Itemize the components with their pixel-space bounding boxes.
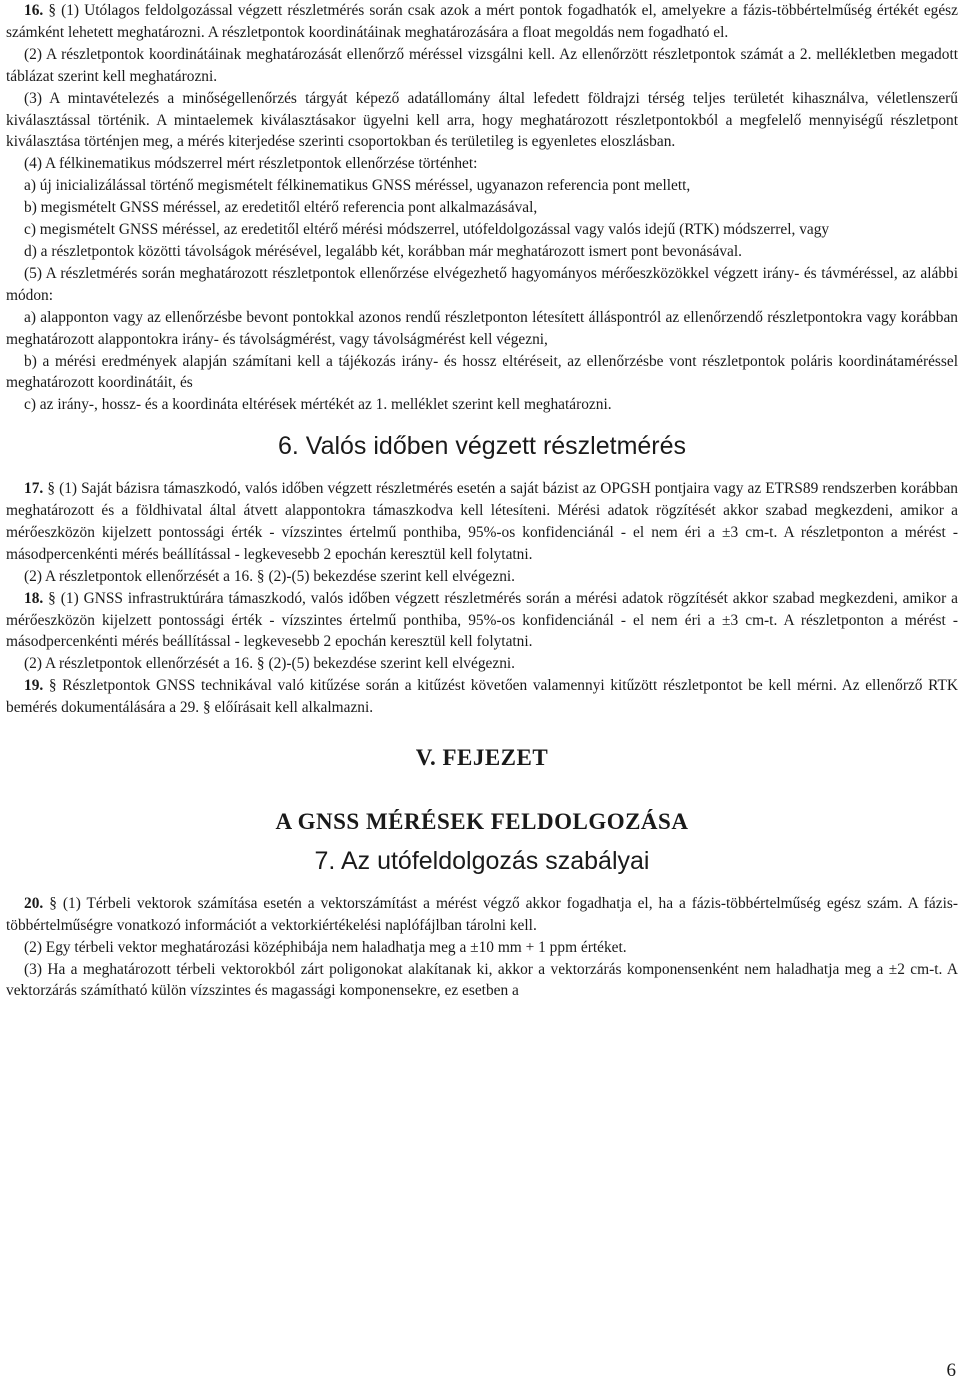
section-number: 18. [24, 589, 44, 607]
paragraph: (3) Ha a meghatározott térbeli vektorokból zárt poligonokat alakítanak ki, akkor a vektorzárás komponensenként nem haladhatja meg a ±2 cm-t. A vektorzárás számítható külön vízszintes és magassági komponensekre, ez esetben a [6, 960, 958, 1000]
paragraph: (3) A mintavételezés a minőségellenőrzés tárgyát képező adatállomány által lefedett földrajzi térség teljes területét kihasználva, véletlenszerű kiválasztással történik. A mintaelemek kiválasztásakor ügyelni kell arra, hogy meghatározott részletpontokból a megfelelő mennyiségű részletpont kiválasztása történjen meg, a mérés kiterjedése szerinti csoportokban és területileg is egyenletes eloszlásban. [6, 89, 958, 151]
list-item: d) a részletpontok közötti távolságok mérésével, legalább két, korábban már meghatározott ismert pont bevonásával. [24, 242, 742, 260]
list-item: c) az irány-, hossz- és a koordináta eltérések mértékét az 1. melléklet szerint kell meghatározni. [24, 396, 612, 414]
section-title: 7. Az utófeldolgozás szabályai [314, 846, 650, 875]
paragraph: (2) Egy térbeli vektor meghatározási középhibája nem haladhatja meg a ±10 mm + 1 ppm értéket. [24, 938, 627, 956]
section-title: 6. Valós időben végzett részletmérés [277, 432, 687, 461]
paragraph: (2) A részletpontok ellenőrzését a 16. § (2)-(5) bekezdése szerint kell elvégezni. [24, 655, 516, 673]
list-item: b) megismételt GNSS méréssel, az eredetitől eltérő referencia pont alkalmazásával, [24, 199, 538, 217]
paragraph: 17. § (1) Saját bázisra támaszkodó, valós időben végzett részletmérés esetén a saját bázist az OPGSH pontjaira vagy az ETRS89 rendszerben korábban meghatározott és a földhivatal által átvett alappontokra támaszkodva kell létesíteni. Mérési adatok rögzítését akkor szabad megkezdeni, amikor a mérőeszközön kijelzett pontossági érték - vízszintes értelmű ponthiba, 95%-os konfidenciánál - el nem éri a ±3 cm-t. A részletponton a mérést - másodpercenkénti mérés beállítással - legkevesebb 2 epochán keresztül kell folytatni. [6, 480, 958, 563]
list-item: c) megismételt GNSS méréssel, az eredetitől eltérő mérési módszerrel, utófeldolgozással vagy valós idejű (RTK) módszerrel, vagy [24, 221, 830, 239]
paragraph: 19. § Részletpontok GNSS technikával való kitűzése során a kitűzést követően valamennyi kitűzött részletpontot be kell mérni. Az ellenőrző RTK bemérés dokumentálására a 29. § előírásait kell alkalmazni. [6, 677, 958, 717]
block-top [6, 0, 958, 416]
section-number: 17. [24, 480, 44, 498]
paragraph: (2) A részletpontok ellenőrzését a 16. § (2)-(5) bekezdése szerint kell elvégezni. [24, 567, 516, 585]
list-item: a) alapponton vagy az ellenőrzésbe bevont pontokkal azonos rendű részletponton létesített álláspontról az ellenőrzendő részletpontokra vagy korábban meghatározott alappontokra irány- és távolságmérést, vagy távolságmérést kell végezni, [6, 308, 958, 348]
paragraph: (4) A félkinematikus módszerrel mért részletpontok ellenőrzése történhet: [24, 155, 478, 173]
document-page [6, 0, 958, 1002]
paragraph: (5) A részletmérés során meghatározott részletpontok ellenőrzése elvégezhető hagyományos mérőeszközökkel végzett irány- és távméréssel, az alábbi módon: [6, 264, 958, 304]
paragraph: 18. § (1) GNSS infrastruktúrára támaszkodó, valós időben végzett részletmérés során a mérési adatok rögzítését akkor szabad megkezdeni, amikor a mérőeszközön kijelzett pontossági érték - vízszintes értelmű ponthiba, 95%-os konfidenciánál - el nem éri a ±3 cm-t. A részletponton a mérést - másodpercenkénti mérés beállítással - legkevesebb 2 epochán keresztül kell folytatni. [6, 589, 958, 651]
section-number: 20. [24, 894, 44, 912]
page-number: 6 [946, 1360, 956, 1381]
block-bottom [6, 893, 958, 1003]
paragraph: (2) A részletpontok koordinátáinak meghatározását ellenőrző méréssel vizsgálni kell. Az ellenőrzött részletpontok számát a 2. mellékletben megadott táblázat szerint kell meghatározni. [6, 45, 958, 85]
chapter-label: V. FEJEZET [415, 745, 549, 771]
block-mid [6, 478, 958, 719]
paragraph: 16. § (1) Utólagos feldolgozással végzett részletmérés során csak azok a mért pontok fogadhatók el, amelyekre a fázis-többértelműség értékét egész számként lehetett meghatározni. A részletpontok koordinátáinak meghatározására a float megoldás nem fogadható el. [6, 2, 958, 41]
chapter-title: A GNSS MÉRÉSEK FELDOLGOZÁSA [275, 809, 689, 834]
section-number: 19. [24, 677, 44, 695]
section-number: 16. [24, 2, 44, 19]
paragraph: 20. § (1) Térbeli vektorok számítása esetén a vektorszámítást a mérést végző akkor fogadhatja el, ha a fázis-többértelműség egész szám. A fázis-többértelműségre vonatkozó információt a vektorkiértékelési naplófájlban tárolni kell. [6, 894, 958, 934]
list-item: b) a mérési eredmények alapján számítani kell a tájékozás irány- és hossz eltéréseit, az ellenőrzésbe vont részletpontok poláris koordinátaméréssel meghatározott koordinátáit, és [6, 352, 958, 392]
list-item: a) új inicializálással történő megismételt félkinematikus GNSS méréssel, ugyanazon referencia pont mellett, [24, 177, 691, 195]
